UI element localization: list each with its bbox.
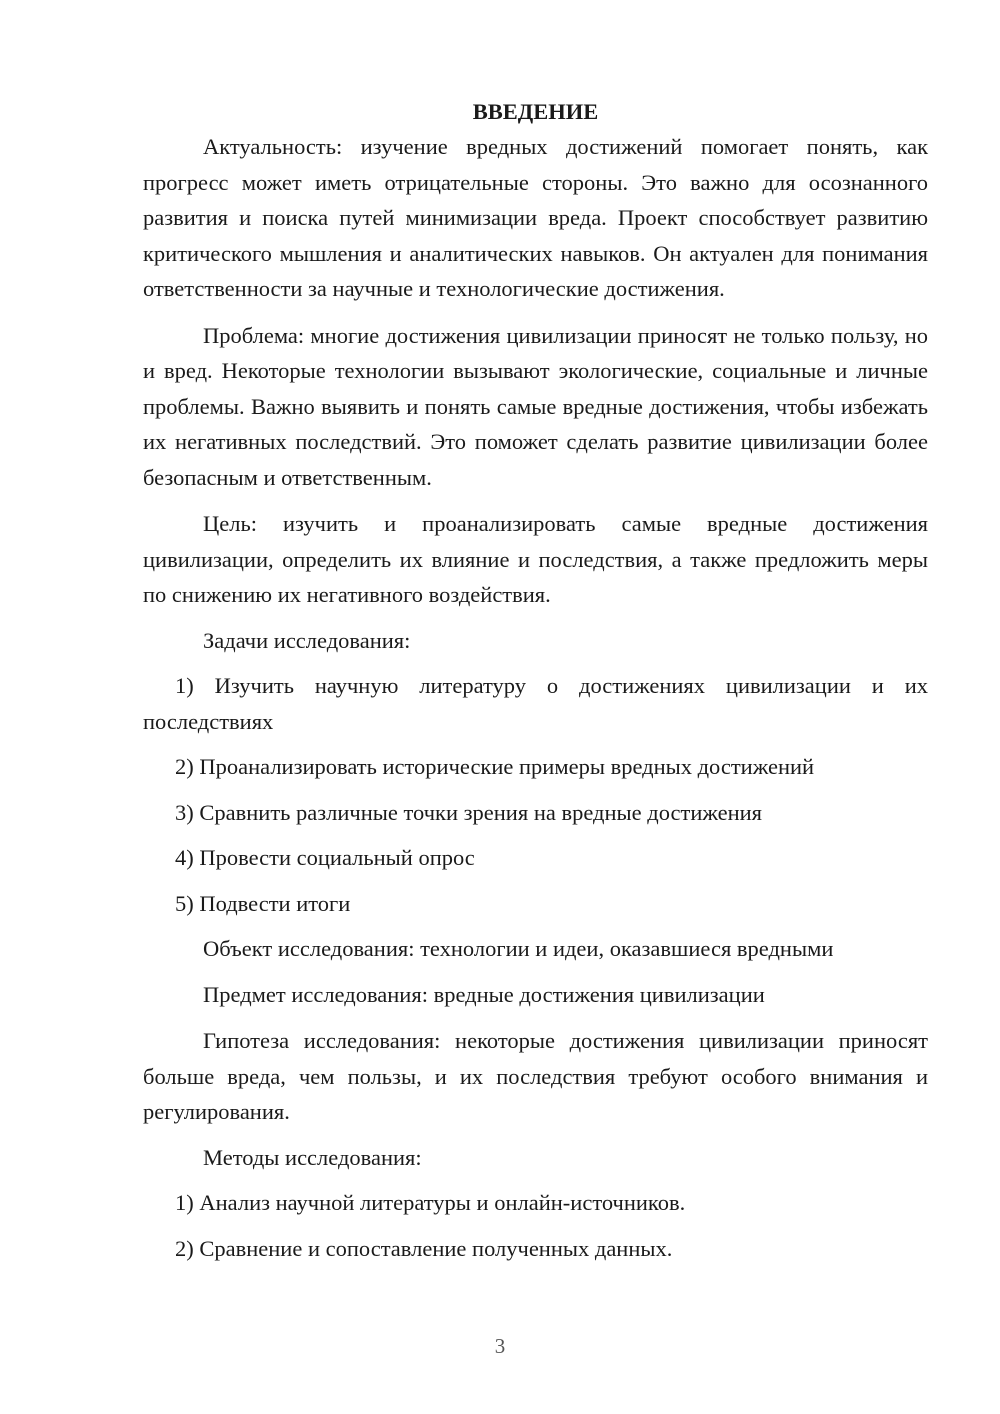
task-item: 3) Сравнить различные точки зрения на вредные достижения (175, 799, 763, 825)
page-number: 3 (494, 1334, 506, 1358)
method-item: 1) Анализ научной литературы и онлайн-источников. (175, 1190, 686, 1215)
method-item: 2) Сравнение и сопоставление полученных данных. (175, 1235, 673, 1261)
tasks-heading: Задачи исследования: (203, 627, 411, 653)
goal-paragraph: Цель: изучить и проанализировать самые вредные достижения цивилизации, определить их влияние и последствия, а также предложить меры по снижению их негативного воздействия. (143, 511, 928, 607)
problem-paragraph: Проблема: многие достижения цивилизации приносят не только пользу, но и вред. Некоторые технологии вызывают экологические, социальные и личные проблемы. Важно выявить и понять самые вредные достижения, чтобы избежать их негативных последствий. Это поможет сделать развитие цивилизации более безопасным и ответственным. (143, 322, 928, 490)
task-item: 5) Подвести итоги (175, 890, 351, 916)
methods-heading: Методы исследования: (203, 1144, 422, 1170)
task-item: 2) Проанализировать исторические примеры вредных достижений (175, 754, 815, 779)
relevance-paragraph: Актуальность: изучение вредных достижений помогает понять, как прогресс может иметь отрицательные стороны. Это важно для осознанного развития и поиска путей минимизации вреда. Проект способствует развитию критического мышления и аналитических навыков. Он актуален для понимания ответственности за научные и технологические достижения. (143, 134, 928, 301)
object-paragraph: Объект исследования: технологии и идеи, оказавшиеся вредными (203, 936, 834, 961)
section-title: ВВЕДЕНИЕ (472, 99, 599, 124)
document-page (143, 94, 928, 1266)
task-item: 1) Изучить научную литературу о достижениях цивилизации и их последствиях (143, 673, 928, 734)
hypothesis-paragraph: Гипотеза исследования: некоторые достижения цивилизации приносят больше вреда, чем пользы, и их последствия требуют особого внимания и регулирования. (143, 1028, 928, 1124)
subject-paragraph: Предмет исследования: вредные достижения цивилизации (203, 981, 765, 1007)
task-item: 4) Провести социальный опрос (175, 845, 475, 870)
